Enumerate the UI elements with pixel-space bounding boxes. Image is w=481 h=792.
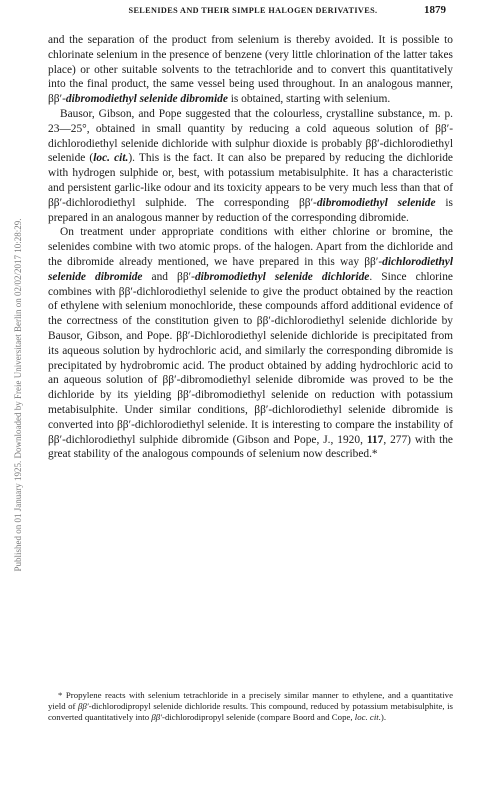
footnote: * Propylene reacts with selenium tetrachloride in a precisely similar manner to ethylene, and a quantitative yield of ββ′-dichlorodipropyl selenide dichloride results. This compound, reduced by potassium metabisulphite, is converted quantitatively into ββ′-dichlorodipropyl selenide (compare Boord and Cope, loc. cit.). [48, 690, 453, 723]
download-watermark: Published on 01 January 1925. Downloaded by Freie Universitaet Berlin on 02/02/2017 10:28:29. [13, 218, 23, 572]
compound-name: dibromodiethyl selenide [316, 196, 436, 209]
running-header [60, 6, 446, 15]
compound-name: dichlorodiethyl selenide dibromide [48, 255, 453, 283]
citation-loc-cit: loc. cit. [354, 712, 381, 723]
citation-loc-cit: loc. cit. [93, 152, 129, 165]
article-body [48, 33, 453, 462]
compound-name: dibromodiethyl selenide dibromide [65, 93, 228, 106]
running-title: SELENIDES AND THEIR SIMPLE HALOGEN DERIVATIVES. [128, 6, 378, 15]
journal-volume: 117 [366, 433, 384, 446]
paragraph: and the separation of the product from selenium is thereby avoided. It is possible to chlorinate selenium in the presence of benzene (very little chlorination of the latter takes place) or other suitable solvents to the tetrachloride and to convert this quantitatively into the final product, the same vessel being used throughout. In an analogous manner, ββ′-dibromodiethyl selenide dibromide is obtained, starting with selenium. [48, 34, 453, 106]
page-number: 1879 [424, 4, 446, 16]
compound-name: dibromodiethyl selenide dichloride [194, 270, 370, 283]
paragraph: On treatment under appropriate conditions with either chlorine or bromine, the selenides combine with two atomic props. of the halogen. Apart from the dichloride and the dibromide already mentioned, we have prepared in this way ββ′-dichlorodiethyl selenide dibromide and ββ′-dibromodiethyl selenide dichloride. Since chlorine combines with ββ′-dichlorodiethyl selenide to give the product obtained by the reaction of ethylene with selenium monochloride, these compounds afford additional evidence of the correctness of the constitution given to ββ′-dichlorodiethyl selenide dichloride by Bausor, Gibson, and Pope. ββ′-Dichlorodiethyl selenide dichloride is precipitated from its aqueous solution by hydrochloric acid, and similarly the corresponding dibromide is precipitated by hydrobromic acid. The product obtained by adding hydrochloric acid to an aqueous solution of ββ′-dibromodiethyl selenide dibromide was proved to be the dichloride by its yielding ββ′-dibromodiethyl selenide on reduction with potassium metabisulphite. Under similar conditions, ββ′-dichlorodiethyl selenide dibromide is converted into ββ′-dichlorodiethyl selenide. It is interesting to compare the instability of ββ′-dichlorodiethyl sulphide dibromide (Gibson and Pope, J., 1920, 117, 277) with the great stability of the analogous compounds of selenium now described.* [48, 226, 453, 461]
paragraph: Bausor, Gibson, and Pope suggested that the colourless, crystalline substance, m. p. 23—25°, obtained in small quantity by reducing a cold aqueous solution of ββ′-dichlorodiethyl selenide dichloride with sulphur dioxide is probably ββ′-dichlorodiethyl selenide (loc. cit.). This is the fact. It can also be prepared by reducing the dichloride with hydrogen sulphide or, best, with potassium metabisulphite. It has a characteristic and persistent garlic-like odour and its toxicity appears to be very much less than that of ββ′-dichlorodiethyl sulphide. The corresponding ββ′-dibromodiethyl selenide is prepared in an analogous manner by reduction of the corresponding dibromide. [48, 107, 453, 224]
